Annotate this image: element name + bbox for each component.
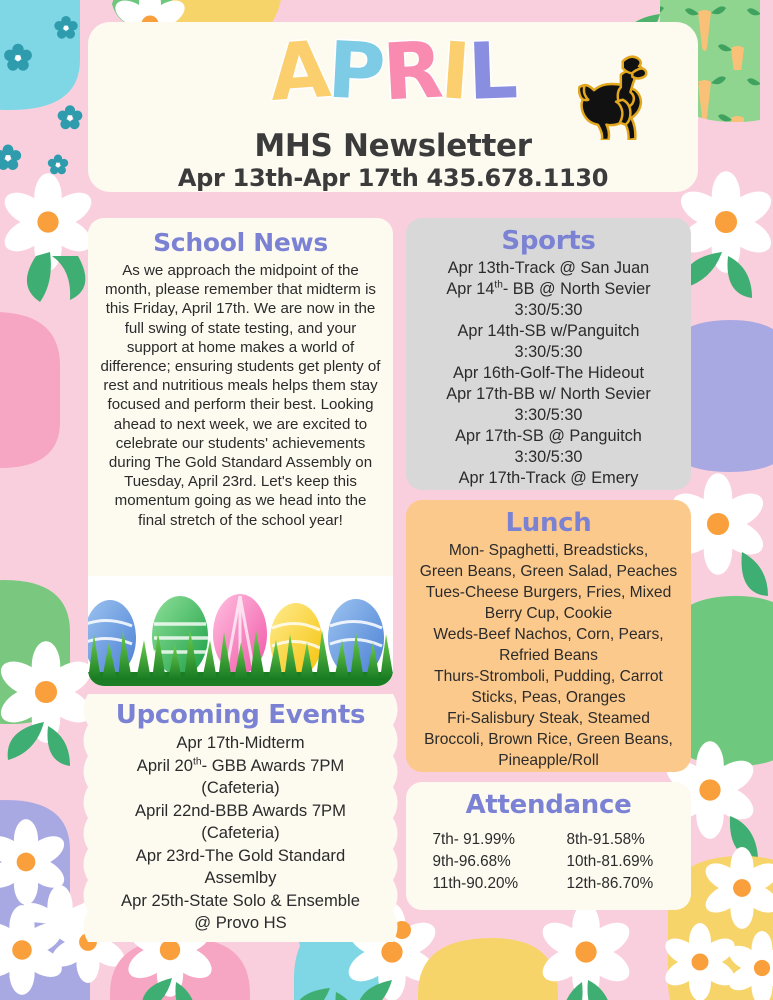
sports-card xyxy=(406,218,691,490)
list-line: Broccoli, Brown Rice, Green Beans, xyxy=(424,731,673,748)
attendance-cell: 7th- 91.99% xyxy=(432,831,515,848)
list-line: Apr 23rd-The Gold Standard xyxy=(135,845,346,865)
list-line: Berry Cup, Cookie xyxy=(484,605,613,622)
attendance-title: Attendance xyxy=(465,790,632,820)
list-line: 3:30/5:30 xyxy=(514,301,583,319)
list-line: Refried Beans xyxy=(499,647,598,664)
header-subtitle: Apr 13th-Apr 17th 435.678.1130 xyxy=(177,164,609,192)
list-line: Sticks, Peas, Oranges xyxy=(471,689,626,706)
lunch-title: Lunch xyxy=(505,508,592,538)
school-news-title: School News xyxy=(153,228,328,257)
header-card xyxy=(88,22,698,192)
list-line: Apr 17th-SB @ Panguitch xyxy=(455,427,642,445)
attendance-cell: 10th-81.69% xyxy=(566,853,654,870)
list-line: Fri-Salisbury Steak, Steamed xyxy=(447,710,650,727)
list-line: Apr 17th-BB w/ North Sevier xyxy=(446,385,651,403)
list-line: Thurs-Stromboli, Pudding, Carrot xyxy=(434,668,663,685)
list-line: Mon- Spaghetti, Breadsticks, xyxy=(448,542,649,559)
lunch-card xyxy=(406,500,691,772)
list-line: Apr 17th-Midterm xyxy=(176,733,305,752)
sports-title: Sports xyxy=(501,226,596,256)
list-line: 3:30/5:30 xyxy=(514,406,583,424)
list-line: Pineapple/Roll xyxy=(498,752,599,769)
sports-list xyxy=(406,258,691,489)
list-line: April 20th- GBB Awards 7PM xyxy=(136,755,345,775)
scallop-edge-right xyxy=(384,694,402,942)
school-news-card xyxy=(88,218,393,686)
attendance-cell: 9th-96.68% xyxy=(432,853,511,870)
easter-eggs-in-grass-photo xyxy=(88,576,393,686)
list-line: Apr 14th-SB w/Panguitch xyxy=(457,322,640,340)
list-line: Apr 16th-Golf-The Hideout xyxy=(453,364,644,382)
list-line: Weds-Beef Nachos, Corn, Pears, xyxy=(433,626,664,643)
upcoming-events-title: Upcoming Events xyxy=(115,700,366,730)
list-line: Apr 14th- BB @ North Sevier xyxy=(446,279,651,298)
april-letter-p: P xyxy=(325,25,386,119)
list-line: 3:30/5:30 xyxy=(514,448,583,466)
attendance-card xyxy=(406,782,691,910)
attendance-cell: 12th-86.70% xyxy=(566,875,654,892)
list-line: (Cafeteria) xyxy=(201,823,280,842)
april-letter-l: L xyxy=(466,26,518,118)
april-letter-i: I xyxy=(438,26,472,118)
list-line: Tues-Cheese Burgers, Fries, Mixed xyxy=(425,584,672,601)
list-line: Green Beans, Green Salad, Peaches xyxy=(419,563,678,580)
upcoming-events-list xyxy=(88,732,393,935)
list-line: Apr 17th-Track @ Emery xyxy=(458,469,639,487)
scallop-edge-left xyxy=(79,694,97,942)
list-line: @ Provo HS xyxy=(194,913,287,932)
list-line: Apr 25th-State Solo & Ensemble xyxy=(121,890,360,910)
school-news-body: As we approach the midpoint of the month, please remember that midterm is this Friday, April 17th. We are now in the full swing of state testing, and your support at home makes a world of difference; ensuring students get plenty of rest and nutritious meals helps them stay focused and perform their best. Looking ahead to next week, we are excited to celebrate our students' achievements during The Gold Standard Assembly on Tuesday, April 23rd. Let's keep this momentum going as we head into the final stretch of the school year! xyxy=(100,262,381,529)
list-line: April 22nd-BBB Awards 7PM xyxy=(135,800,346,820)
list-line: Assemlby xyxy=(204,868,277,887)
lunch-menu-list xyxy=(406,540,691,771)
april-letter-a: A xyxy=(266,25,332,119)
attendance-cell: 8th-91.58% xyxy=(566,831,645,848)
april-letter-r: R xyxy=(381,25,444,119)
page-title: MHS Newsletter xyxy=(254,128,532,164)
list-line: Apr 13th-Track @ San Juan xyxy=(447,259,650,277)
attendance-cell: 11th-90.20% xyxy=(432,875,519,892)
upcoming-events-card xyxy=(88,694,393,942)
list-line: (Cafeteria) xyxy=(201,778,280,797)
list-line: 3:30/5:30 xyxy=(514,343,583,361)
bucking-bronco-logo xyxy=(578,48,656,140)
attendance-grid xyxy=(433,830,665,893)
